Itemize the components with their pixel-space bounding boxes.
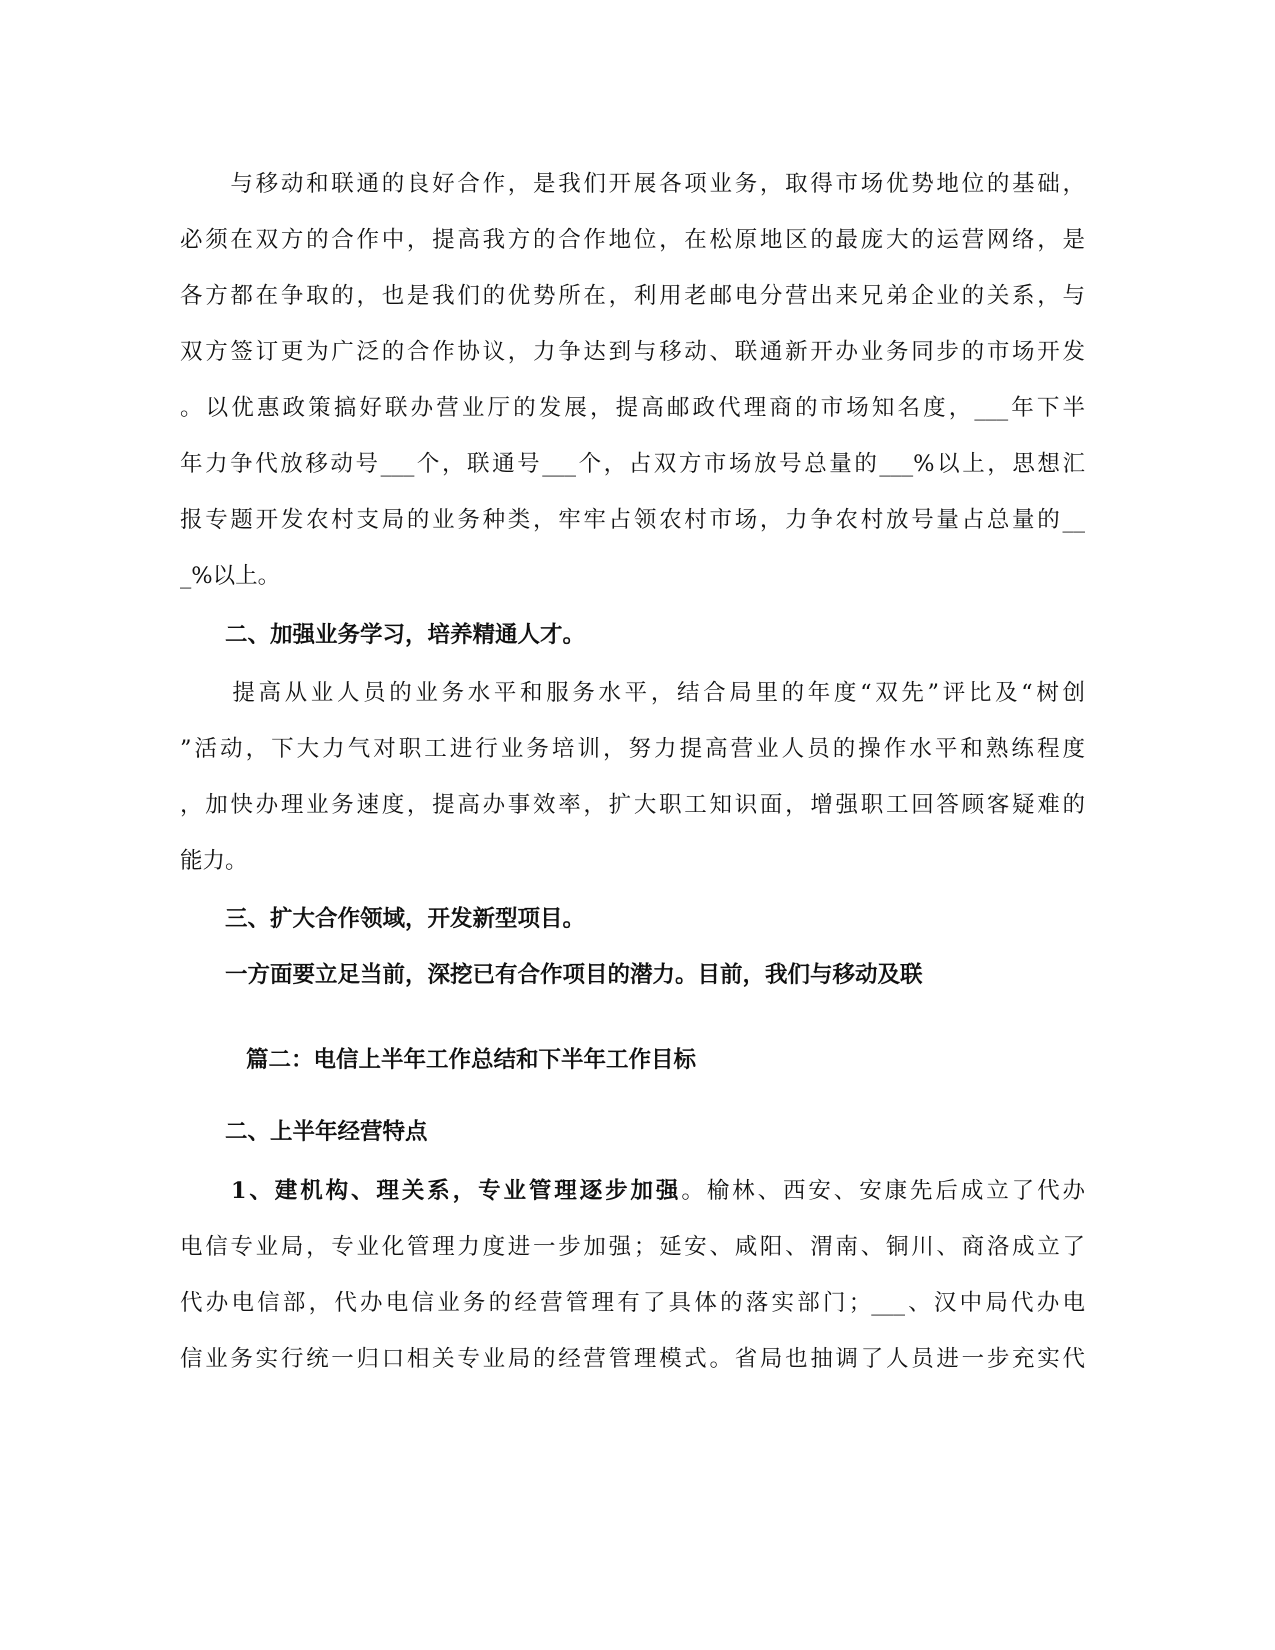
paragraph-line: 双方签订更为广泛的合作协议，力争达到与移动、联通新开办业务同步的市场开发: [180, 339, 1085, 365]
paragraph-line-bold: 一方面要立足当前，深挖已有合作项目的潜力。目前，我们与移动及联: [180, 962, 923, 988]
paragraph-line: 各方都在争取的，也是我们的优势所在，利用老邮电分营出来兄弟企业的关系，与: [180, 283, 1085, 309]
paragraph-line: 提高从业人员的业务水平和服务水平，结合局里的年度“双先”评比及“树创: [180, 680, 1085, 706]
paragraph-line: ”活动，下大力气对职工进行业务培训，努力提高营业人员的操作水平和熟练程度: [180, 736, 1085, 762]
section-heading: 二、加强业务学习，培养精通人才。: [180, 622, 586, 648]
paragraph-line: 必须在双方的合作中，提高我方的合作地位，在松原地区的最庞大的运营网络，是: [180, 227, 1085, 253]
paragraph-line: 。以优惠政策搞好联办营业厅的发展，提高邮政代理商的市场知名度，___年下半: [180, 395, 1085, 421]
paragraph-line: [180, 1175, 1085, 1207]
point-title: 1、建机构、理关系，专业管理逐步加强: [180, 1178, 682, 1204]
paragraph-line: 与移动和联通的良好合作，是我们开展各项业务，取得市场优势地位的基础，: [180, 171, 1085, 197]
paragraph-line: 报专题开发农村支局的业务种类，牢牢占领农村市场，力争农村放号量占总量的__: [180, 507, 1085, 533]
paragraph-line: _%以上。: [180, 563, 281, 589]
paragraph-line: 信业务实行统一归口相关专业局的经营管理模式。省局也抽调了人员进一步充实代: [180, 1346, 1085, 1372]
paragraph-line: 能力。: [180, 848, 248, 874]
paragraph-line: 年力争代放移动号___个，联通号___个，占双方市场放号总量的___%以上，思想汇: [180, 451, 1085, 477]
paragraph-line: 代办电信部，代办电信业务的经营管理有了具体的落实部门；___、汉中局代办电: [180, 1290, 1085, 1316]
document-title: 篇二：电信上半年工作总结和下半年工作目标: [246, 1047, 697, 1073]
section-heading: 三、扩大合作领域，开发新型项目。: [180, 906, 586, 932]
point-text: 。榆林、西安、安康先后成立了代办: [681, 1178, 1085, 1204]
paragraph-line: ，加快办理业务速度，提高办事效率，扩大职工知识面，增强职工回答顾客疑难的: [180, 792, 1085, 818]
section-heading: 二、上半年经营特点: [180, 1119, 428, 1145]
paragraph-line: 电信专业局，专业化管理力度进一步加强；延安、咸阳、渭南、铜川、商洛成立了: [180, 1234, 1085, 1260]
